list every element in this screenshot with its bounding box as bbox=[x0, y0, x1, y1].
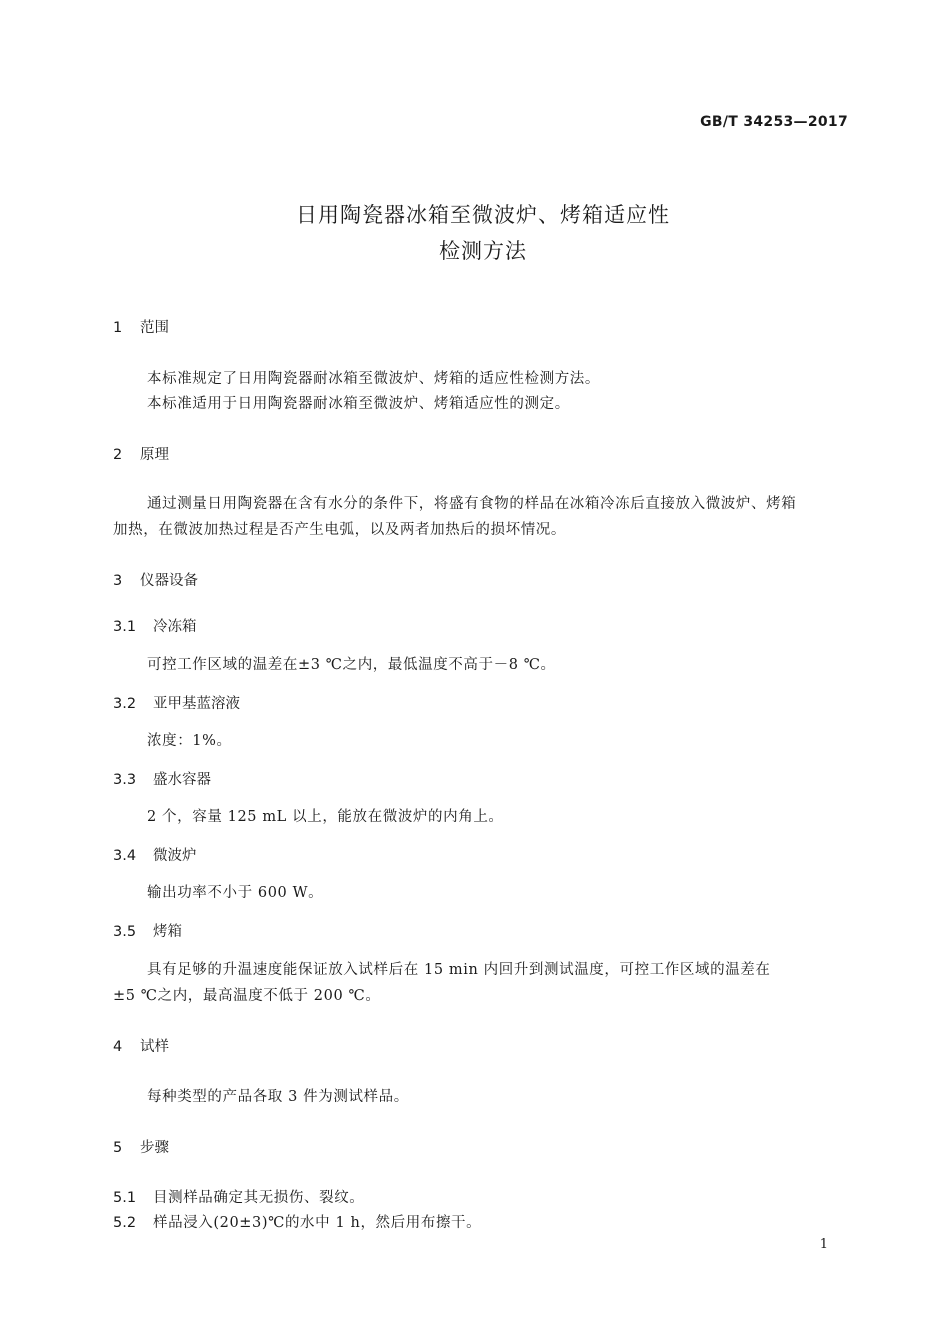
paragraph: 本标准适用于日用陶瓷器耐冰箱至微波炉、烤箱适应性的测定。 bbox=[147, 396, 570, 412]
section-title: 范围 bbox=[140, 320, 169, 336]
subsection-heading bbox=[113, 768, 211, 789]
subsection-heading bbox=[113, 692, 240, 713]
subsection-heading bbox=[113, 844, 197, 865]
procedure-step bbox=[113, 1186, 364, 1207]
paragraph: 2 个，容量 125 mL 以上，能放在微波炉的内角上。 bbox=[147, 809, 504, 825]
section-title: 试样 bbox=[140, 1039, 169, 1055]
section-title: 步骤 bbox=[140, 1140, 169, 1156]
step-number: 5.2 bbox=[113, 1215, 137, 1231]
paragraph: 可控工作区域的温差在±3 ℃之内，最低温度不高于－8 ℃。 bbox=[147, 657, 556, 673]
section-number: 1 bbox=[113, 320, 123, 336]
section-heading-procedure bbox=[113, 1136, 169, 1157]
subsection-number: 3.3 bbox=[113, 772, 137, 788]
paragraph: 每种类型的产品各取 3 件为测试样品。 bbox=[147, 1089, 409, 1105]
subsection-number: 3.1 bbox=[113, 619, 137, 635]
document-title-line1: 日用陶瓷器冰箱至微波炉、烤箱适应性 bbox=[296, 203, 670, 227]
section-title: 原理 bbox=[140, 447, 169, 463]
section-heading-specimen bbox=[113, 1035, 169, 1056]
subsection-number: 3.5 bbox=[113, 924, 137, 940]
subsection-heading bbox=[113, 615, 197, 636]
paragraph-line: 通过测量日用陶瓷器在含有水分的条件下，将盛有食物的样品在冰箱冷冻后直接放入微波炉、烤箱 bbox=[147, 496, 797, 512]
subsection-title: 微波炉 bbox=[153, 848, 197, 864]
subsection-title: 冷冻箱 bbox=[153, 619, 197, 635]
procedure-step bbox=[113, 1211, 481, 1232]
subsection-number: 3.4 bbox=[113, 848, 137, 864]
step-text: 目测样品确定其无损伤、裂纹。 bbox=[153, 1190, 365, 1206]
paragraph-line: 加热，在微波加热过程是否产生电弧，以及两者加热后的损坏情况。 bbox=[113, 522, 566, 538]
document-title-line2: 检测方法 bbox=[439, 239, 527, 263]
section-number: 5 bbox=[113, 1140, 123, 1156]
subsection-number: 3.2 bbox=[113, 696, 137, 712]
standard-number: GB/T 34253—2017 bbox=[700, 114, 848, 130]
page-number: 1 bbox=[819, 1237, 828, 1252]
section-number: 4 bbox=[113, 1039, 123, 1055]
section-number: 2 bbox=[113, 447, 123, 463]
subsection-heading bbox=[113, 920, 182, 941]
step-text: 样品浸入(20±3)℃的水中 1 h，然后用布擦干。 bbox=[153, 1215, 482, 1231]
section-title: 仪器设备 bbox=[140, 573, 198, 589]
section-heading-principle bbox=[113, 443, 169, 464]
paragraph-line: ±5 ℃之内，最高温度不低于 200 ℃。 bbox=[113, 988, 381, 1004]
paragraph: 浓度：1%。 bbox=[147, 733, 232, 749]
subsection-title: 亚甲基蓝溶液 bbox=[153, 696, 240, 712]
step-number: 5.1 bbox=[113, 1190, 137, 1206]
section-heading-scope bbox=[113, 316, 169, 337]
section-number: 3 bbox=[113, 573, 123, 589]
subsection-title: 盛水容器 bbox=[153, 772, 211, 788]
subsection-title: 烤箱 bbox=[153, 924, 182, 940]
section-heading-apparatus bbox=[113, 569, 198, 590]
paragraph-line: 具有足够的升温速度能保证放入试样后在 15 min 内回升到测试温度，可控工作区域的温差在 bbox=[147, 962, 771, 978]
paragraph: 输出功率不小于 600 W。 bbox=[147, 885, 324, 901]
paragraph: 本标准规定了日用陶瓷器耐冰箱至微波炉、烤箱的适应性检测方法。 bbox=[147, 371, 600, 387]
